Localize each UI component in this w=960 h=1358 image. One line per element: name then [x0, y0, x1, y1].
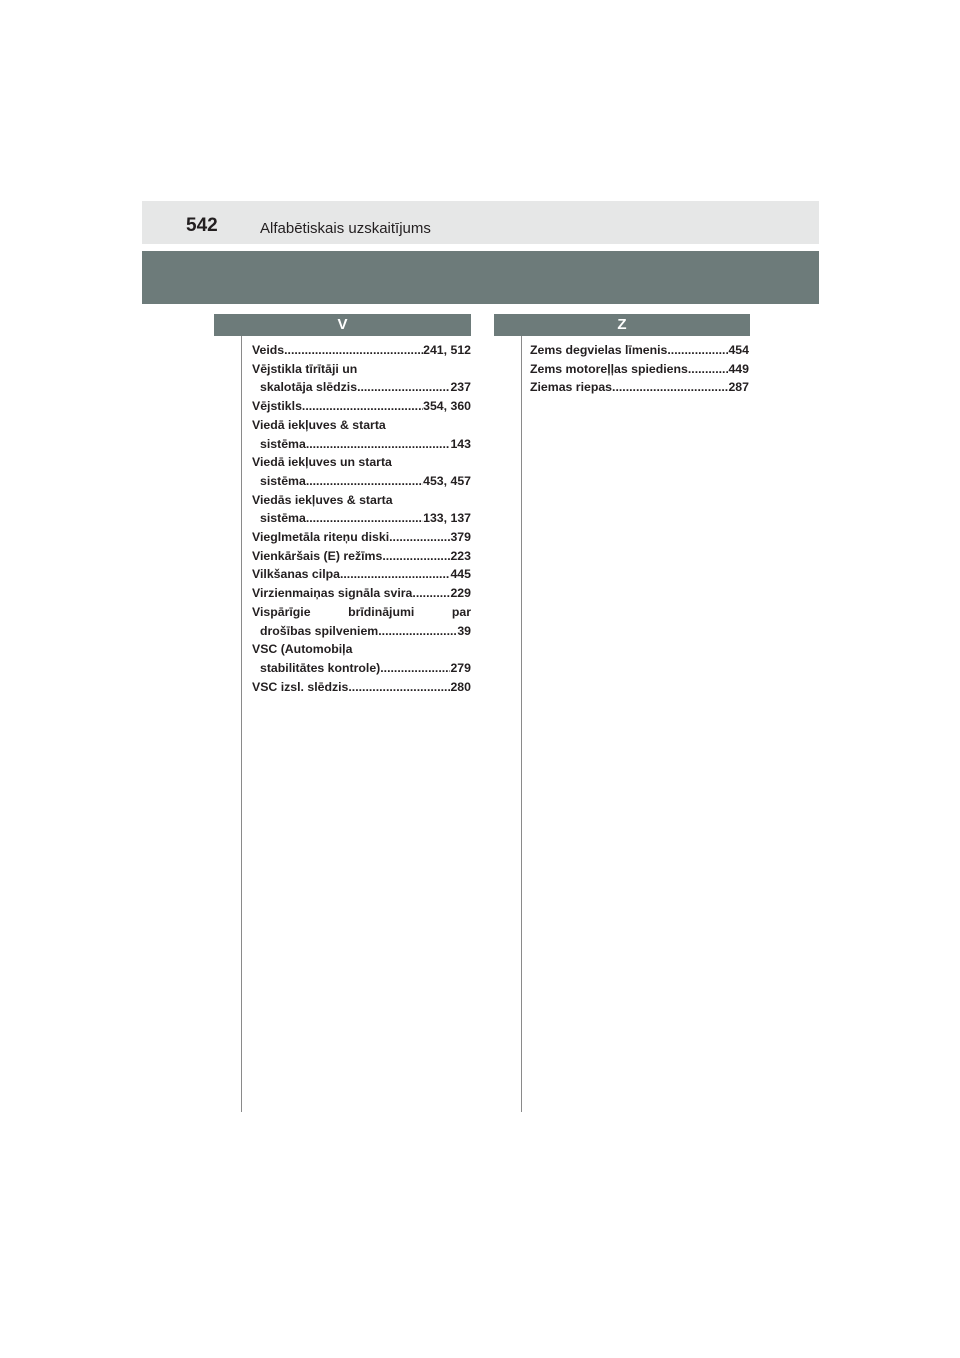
- index-entry[interactable]: [252, 547, 471, 566]
- entry-pages: 229: [450, 586, 471, 601]
- entry-term: Virzienmaiņas signāla svira: [252, 586, 413, 601]
- leader-dots: [348, 678, 450, 697]
- entry-pages: 354, 360: [423, 399, 471, 414]
- index-entry[interactable]: [252, 640, 471, 677]
- index-column-z: [530, 341, 749, 397]
- leader-dots: [667, 341, 728, 360]
- index-entry[interactable]: [252, 528, 471, 547]
- entry-term: Ziemas riepas: [530, 380, 613, 395]
- column-divider-left: [241, 336, 242, 1112]
- leader-dots: [382, 547, 450, 566]
- index-entry[interactable]: [252, 603, 471, 640]
- page-number: 542: [186, 215, 218, 236]
- leader-dots: [306, 509, 423, 528]
- entry-lead: Viedās iekļuves & starta: [252, 492, 393, 507]
- leader-dots: [412, 584, 450, 603]
- entry-pages: 223: [450, 548, 471, 563]
- index-entry[interactable]: [252, 565, 471, 584]
- entry-pages: 279: [450, 660, 471, 675]
- letter-heading-v: V: [214, 314, 471, 336]
- entry-term: Zems motoreļļas spiediens: [530, 361, 688, 376]
- entry-lead: Vējstikla tīrītāji un: [252, 361, 358, 376]
- entry-pages: 445: [450, 567, 471, 582]
- entry-pages: 237: [450, 380, 471, 395]
- entry-pages: 133, 137: [423, 511, 471, 526]
- entry-term: Zems degvielas līmenis: [530, 343, 668, 357]
- entry-lead: Viedā iekļuves & starta: [252, 417, 386, 432]
- entry-pages: 287: [728, 380, 749, 395]
- index-entry[interactable]: [252, 678, 471, 697]
- index-entry[interactable]: [252, 341, 471, 360]
- leader-dots: [340, 565, 451, 584]
- leader-dots: [688, 360, 729, 379]
- entry-pages: 39: [457, 623, 471, 638]
- entry-term: sistēma: [260, 473, 306, 488]
- index-entry[interactable]: [252, 416, 471, 453]
- index-entry[interactable]: [252, 453, 471, 490]
- leader-dots: [357, 378, 450, 397]
- index-entry[interactable]: [252, 584, 471, 603]
- entry-term: sistēma: [260, 436, 306, 451]
- leader-dots: [306, 472, 423, 491]
- entry-term: VSC izsl. slēdzis: [252, 679, 349, 694]
- entry-lead-word: par: [451, 604, 471, 619]
- header-band: [142, 251, 819, 304]
- entry-pages: 280: [450, 679, 471, 694]
- leader-dots: [306, 435, 451, 454]
- index-entry[interactable]: [530, 378, 749, 397]
- letter-heading-z: Z: [494, 314, 750, 336]
- entry-lead-word: Vispārīgie: [252, 604, 311, 619]
- leader-dots: [612, 378, 728, 397]
- header-bar: [142, 201, 819, 244]
- entry-lead-word: brīdinājumi: [348, 604, 415, 619]
- index-entry[interactable]: [252, 397, 471, 416]
- entry-term: sistēma: [260, 511, 306, 526]
- entry-pages: 454: [728, 343, 749, 357]
- column-divider-right: [521, 336, 522, 1112]
- leader-dots: [380, 659, 450, 678]
- index-column-v: [252, 341, 471, 696]
- page-title: Alfabētiskais uzskaitījums: [260, 220, 431, 237]
- entry-term: Veids: [252, 343, 285, 357]
- entry-term: Vieglmetāla riteņu diski: [252, 530, 390, 545]
- index-entry[interactable]: [530, 360, 749, 379]
- entry-pages: 143: [450, 436, 471, 451]
- entry-term: Vējstikls: [252, 399, 302, 414]
- leader-dots: [389, 528, 450, 547]
- entry-term: Vilkšanas cilpa: [252, 567, 340, 582]
- entry-lead: VSC (Automobiļa: [252, 642, 353, 657]
- leader-dots: [378, 622, 457, 641]
- leader-dots: [302, 397, 423, 416]
- entry-pages: 453, 457: [423, 473, 471, 488]
- leader-dots: [284, 341, 423, 360]
- entry-pages: 241, 512: [423, 343, 471, 357]
- entry-pages: 379: [450, 530, 471, 545]
- index-entry[interactable]: [252, 491, 471, 528]
- entry-pages: 449: [728, 361, 749, 376]
- entry-term: stabilitātes kontrole): [260, 660, 381, 675]
- entry-term: Vienkāršais (E) režīms: [252, 548, 383, 563]
- index-entry[interactable]: [530, 341, 749, 360]
- entry-lead: Viedā iekļuves un starta: [252, 455, 392, 470]
- entry-term: skalotāja slēdzis: [260, 380, 358, 395]
- index-entry[interactable]: [252, 360, 471, 397]
- entry-term: drošības spilveniem: [260, 623, 379, 638]
